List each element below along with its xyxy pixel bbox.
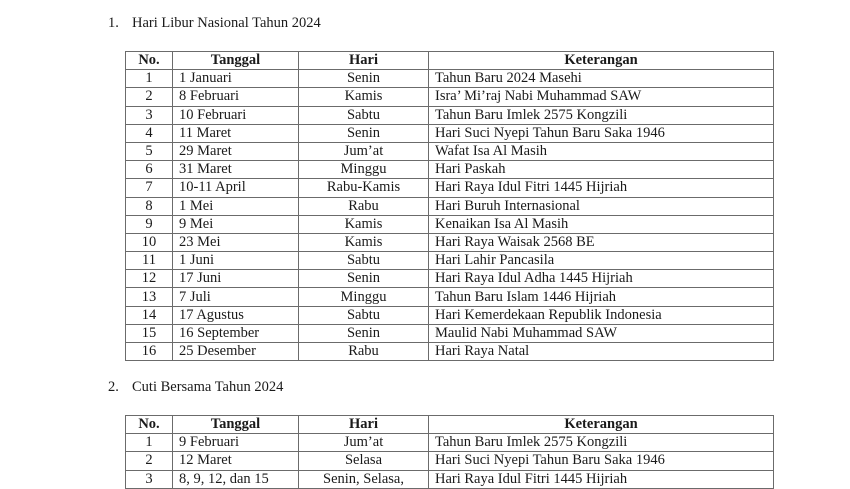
cell-no: 1	[126, 434, 173, 452]
cell-keterangan: Tahun Baru Imlek 2575 Kongzili	[429, 434, 774, 452]
section-heading: Cuti Bersama Tahun 2024	[132, 379, 284, 395]
cell-tanggal: 10-11 April	[173, 179, 299, 197]
cell-tanggal: 1 Juni	[173, 252, 299, 270]
cell-tanggal: 17 Juni	[173, 270, 299, 288]
cell-keterangan: Kenaikan Isa Al Masih	[429, 215, 774, 233]
cell-hari: Selasa	[299, 452, 429, 470]
cell-keterangan: Isra’ Mi’raj Nabi Muhammad SAW	[429, 88, 774, 106]
cell-no: 10	[126, 233, 173, 251]
table-row	[126, 252, 774, 270]
cell-hari: Sabtu	[299, 106, 429, 124]
cell-tanggal: 8, 9, 12, dan 15	[173, 470, 299, 488]
table-row	[126, 124, 774, 142]
table-row	[126, 215, 774, 233]
cell-tanggal: 1 Januari	[173, 70, 299, 88]
cell-no: 15	[126, 324, 173, 342]
cell-tanggal: 17 Agustus	[173, 306, 299, 324]
cell-keterangan: Hari Suci Nyepi Tahun Baru Saka 1946	[429, 124, 774, 142]
cell-tanggal: 12 Maret	[173, 452, 299, 470]
cell-hari: Minggu	[299, 288, 429, 306]
cell-tanggal: 25 Desember	[173, 343, 299, 361]
table-row	[126, 452, 774, 470]
cell-keterangan: Hari Buruh Internasional	[429, 197, 774, 215]
cell-no: 14	[126, 306, 173, 324]
table-header-row	[126, 416, 774, 434]
cell-hari: Senin	[299, 70, 429, 88]
cell-tanggal: 10 Februari	[173, 106, 299, 124]
cell-keterangan: Hari Kemerdekaan Republik Indonesia	[429, 306, 774, 324]
cell-tanggal: 9 Mei	[173, 215, 299, 233]
cell-no: 3	[126, 106, 173, 124]
column-header-keterangan: Keterangan	[429, 52, 774, 70]
column-header-no: No.	[126, 416, 173, 434]
table-row	[126, 288, 774, 306]
cell-keterangan: Wafat Isa Al Masih	[429, 142, 774, 160]
cell-no: 11	[126, 252, 173, 270]
cell-keterangan: Hari Paskah	[429, 161, 774, 179]
section-number: 2.	[108, 379, 119, 395]
table-row	[126, 270, 774, 288]
cell-tanggal: 29 Maret	[173, 142, 299, 160]
table-row	[126, 343, 774, 361]
table-row	[126, 179, 774, 197]
cell-no: 2	[126, 88, 173, 106]
cell-no: 2	[126, 452, 173, 470]
cell-hari: Minggu	[299, 161, 429, 179]
section-title-national-holidays	[108, 14, 321, 32]
cell-no: 16	[126, 343, 173, 361]
cell-hari: Sabtu	[299, 306, 429, 324]
column-header-no: No.	[126, 52, 173, 70]
cell-keterangan: Hari Lahir Pancasila	[429, 252, 774, 270]
national-holidays-table	[125, 51, 774, 361]
cell-no: 9	[126, 215, 173, 233]
cell-no: 8	[126, 197, 173, 215]
table-header-row	[126, 52, 774, 70]
cell-hari: Senin	[299, 270, 429, 288]
cell-tanggal: 11 Maret	[173, 124, 299, 142]
cell-hari: Kamis	[299, 233, 429, 251]
cell-keterangan: Hari Raya Idul Adha 1445 Hijriah	[429, 270, 774, 288]
table-row	[126, 88, 774, 106]
cell-no: 5	[126, 142, 173, 160]
cell-keterangan: Tahun Baru Islam 1446 Hijriah	[429, 288, 774, 306]
table-row	[126, 106, 774, 124]
cell-keterangan: Hari Raya Idul Fitri 1445 Hijriah	[429, 179, 774, 197]
section-heading: Hari Libur Nasional Tahun 2024	[132, 15, 321, 31]
cell-tanggal: 9 Februari	[173, 434, 299, 452]
cell-keterangan: Tahun Baru Imlek 2575 Kongzili	[429, 106, 774, 124]
collective-leave-table	[125, 415, 774, 489]
table-row	[126, 161, 774, 179]
cell-hari: Senin, Selasa,	[299, 470, 429, 488]
cell-hari: Senin	[299, 124, 429, 142]
cell-hari: Sabtu	[299, 252, 429, 270]
table-row	[126, 324, 774, 342]
cell-no: 7	[126, 179, 173, 197]
cell-tanggal: 8 Februari	[173, 88, 299, 106]
cell-hari: Rabu-Kamis	[299, 179, 429, 197]
cell-hari: Kamis	[299, 88, 429, 106]
cell-tanggal: 23 Mei	[173, 233, 299, 251]
cell-hari: Jum’at	[299, 142, 429, 160]
column-header-hari: Hari	[299, 416, 429, 434]
cell-hari: Senin	[299, 324, 429, 342]
table-row	[126, 470, 774, 488]
column-header-keterangan: Keterangan	[429, 416, 774, 434]
cell-keterangan: Maulid Nabi Muhammad SAW	[429, 324, 774, 342]
column-header-tanggal: Tanggal	[173, 416, 299, 434]
cell-keterangan: Hari Raya Waisak 2568 BE	[429, 233, 774, 251]
cell-no: 6	[126, 161, 173, 179]
table-row	[126, 197, 774, 215]
cell-keterangan: Hari Raya Idul Fitri 1445 Hijriah	[429, 470, 774, 488]
column-header-tanggal: Tanggal	[173, 52, 299, 70]
cell-hari: Rabu	[299, 197, 429, 215]
table-row	[126, 70, 774, 88]
cell-no: 3	[126, 470, 173, 488]
cell-keterangan: Hari Raya Natal	[429, 343, 774, 361]
cell-no: 13	[126, 288, 173, 306]
cell-tanggal: 16 September	[173, 324, 299, 342]
section-title-collective-leave	[108, 378, 283, 396]
cell-tanggal: 31 Maret	[173, 161, 299, 179]
cell-no: 4	[126, 124, 173, 142]
table-row	[126, 233, 774, 251]
cell-no: 1	[126, 70, 173, 88]
cell-hari: Rabu	[299, 343, 429, 361]
table-row	[126, 142, 774, 160]
table-row	[126, 434, 774, 452]
cell-keterangan: Tahun Baru 2024 Masehi	[429, 70, 774, 88]
cell-tanggal: 1 Mei	[173, 197, 299, 215]
table-row	[126, 306, 774, 324]
section-number: 1.	[108, 15, 119, 31]
cell-hari: Kamis	[299, 215, 429, 233]
column-header-hari: Hari	[299, 52, 429, 70]
cell-keterangan: Hari Suci Nyepi Tahun Baru Saka 1946	[429, 452, 774, 470]
cell-no: 12	[126, 270, 173, 288]
cell-tanggal: 7 Juli	[173, 288, 299, 306]
cell-hari: Jum’at	[299, 434, 429, 452]
